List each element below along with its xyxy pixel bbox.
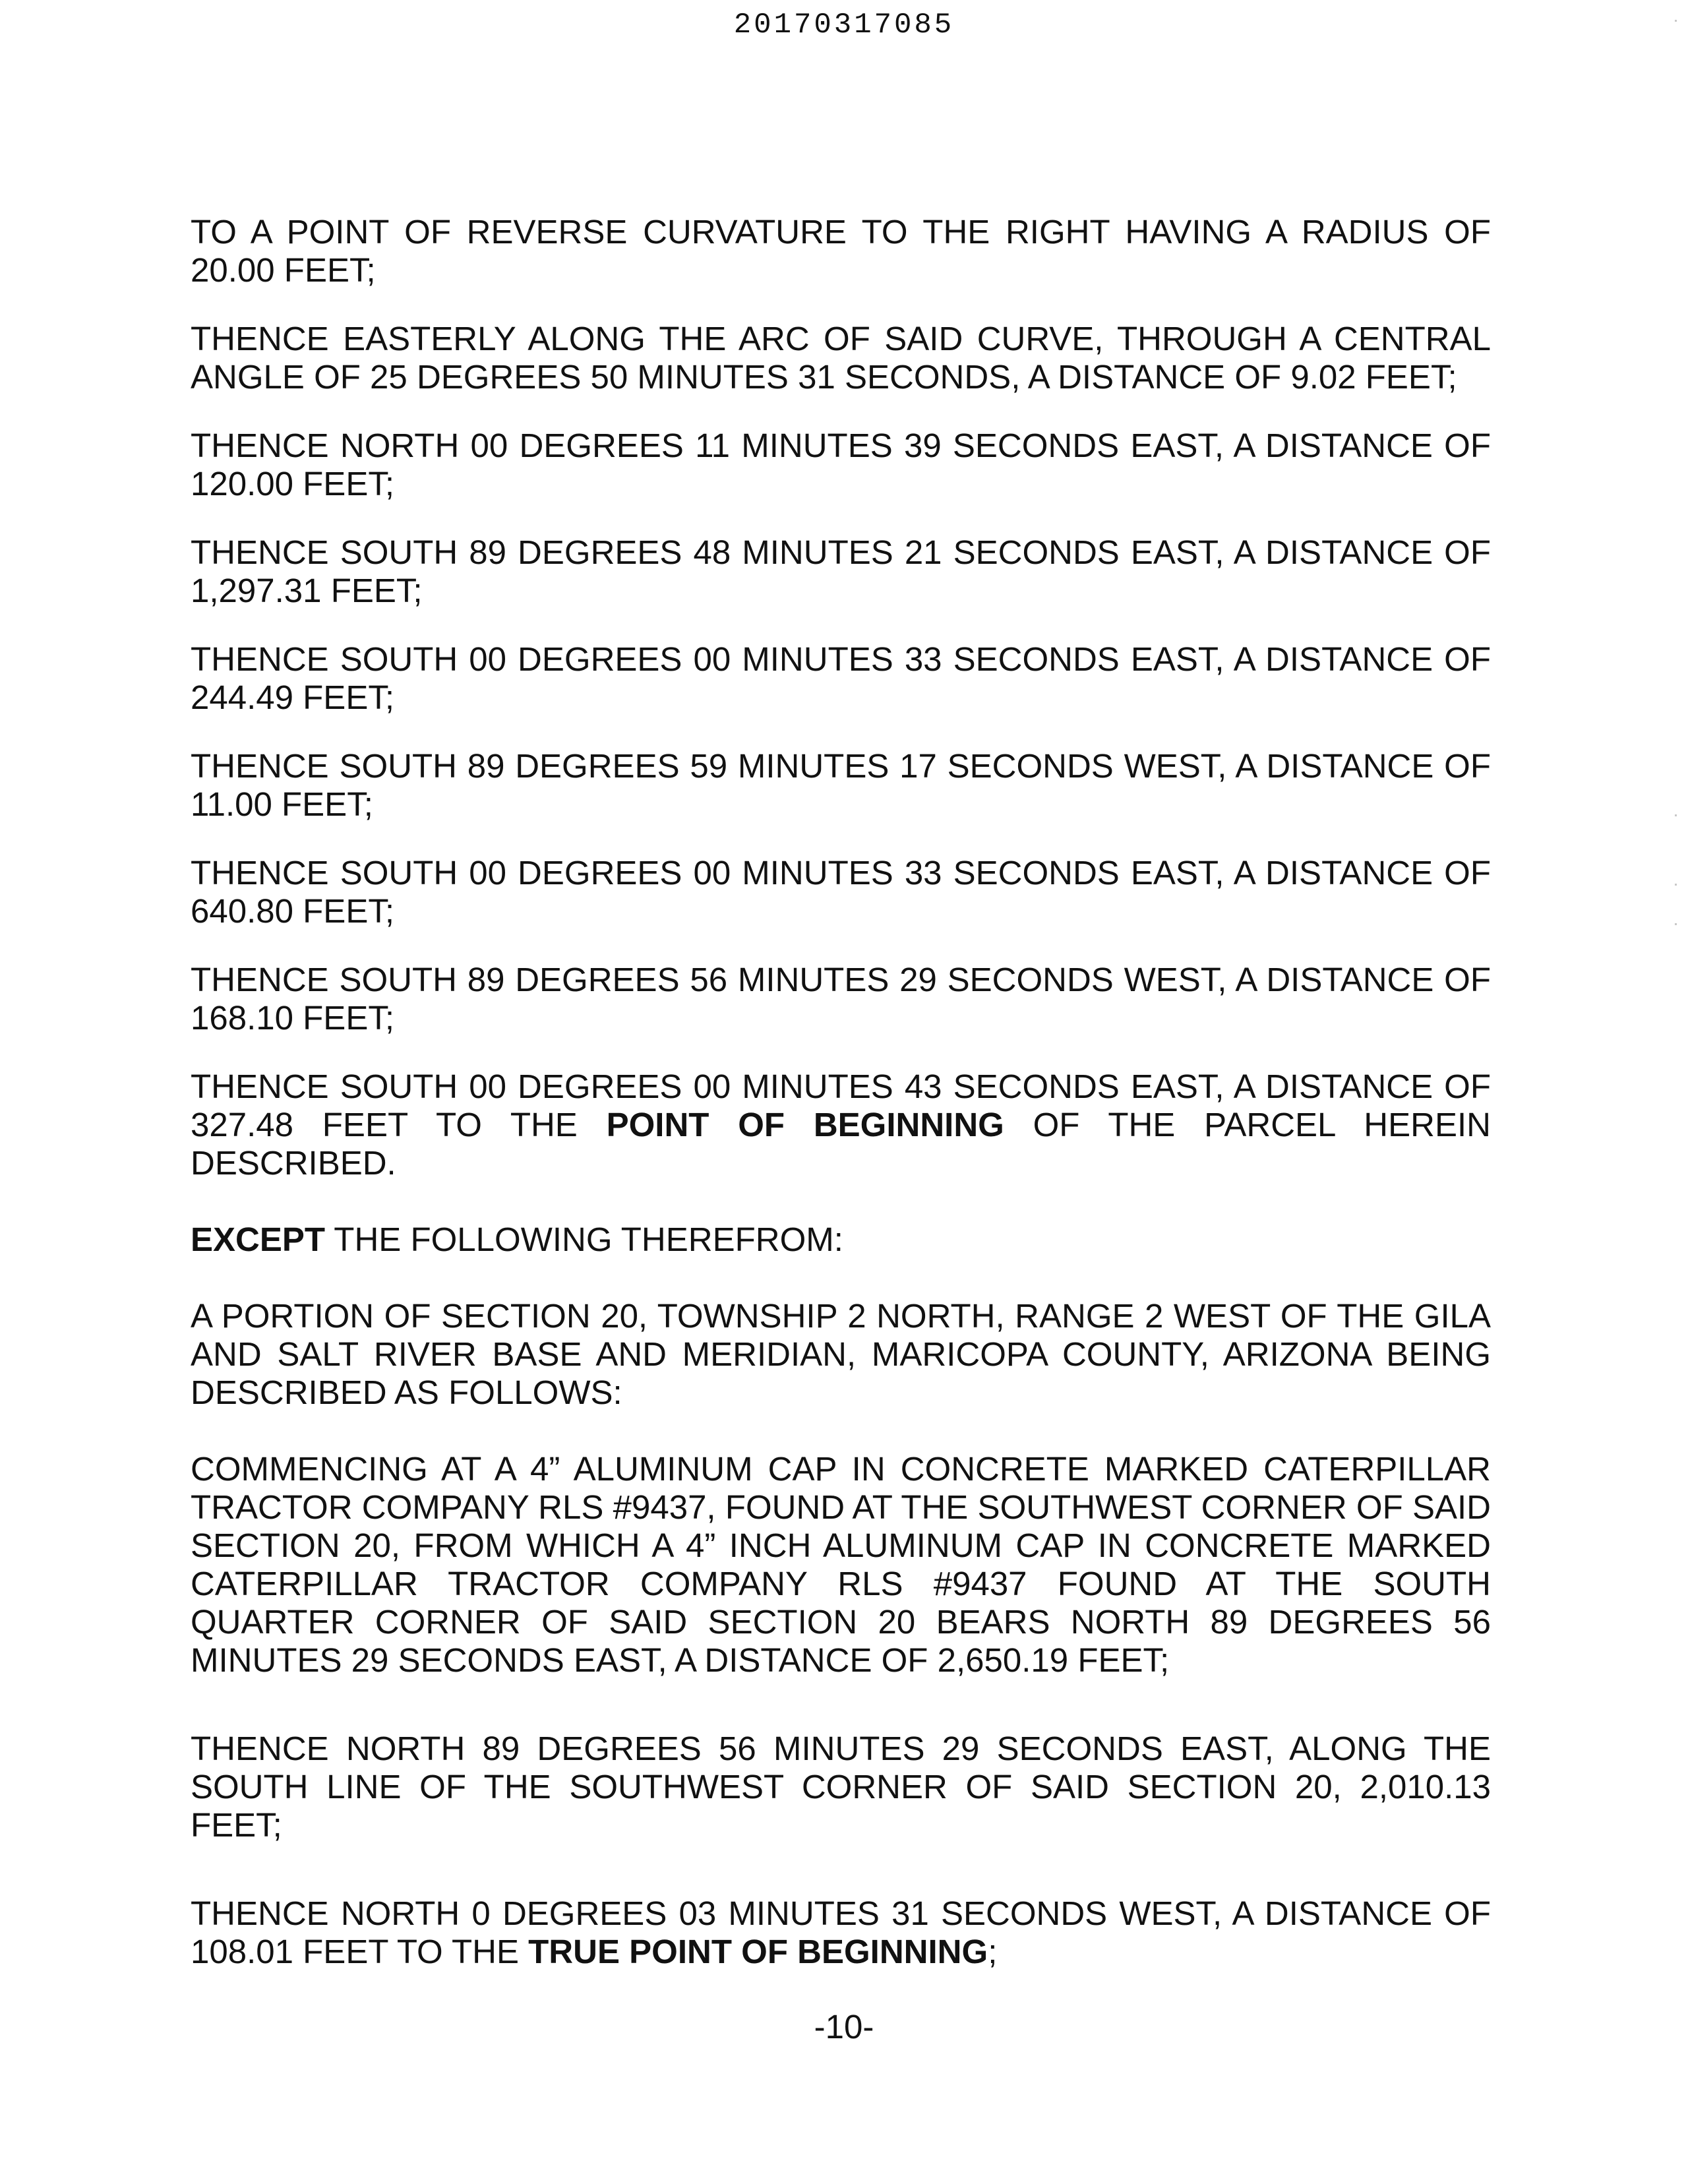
scan-edge-mark <box>1675 20 1677 22</box>
paragraph-south-1297: THENCE SOUTH 89 DEGREES 48 MINUTES 21 SECONDS EAST, A DISTANCE OF 1,297.31 FEET; <box>191 533 1491 609</box>
paragraph-arc-easterly: THENCE EASTERLY ALONG THE ARC OF SAID CURVE, THROUGH A CENTRAL ANGLE OF 25 DEGREES 50 MINUTES 31 SECONDS, A DISTANCE OF 9.02 FEET; <box>191 320 1491 396</box>
legal-description <box>191 213 1491 1971</box>
scan-edge-mark <box>1675 923 1677 925</box>
paragraph-text: ; <box>988 1933 998 1970</box>
paragraph-commencing: COMMENCING AT A 4” ALUMINUM CAP IN CONCRETE MARKED CATERPILLAR TRACTOR COMPANY RLS #9437, FOUND AT THE SOUTHWEST CORNER OF SAID SECTION 20, FROM WHICH A 4” INCH ALUMINUM CAP IN CONCRETE MARKED CATERPILLAR TRACTOR COMPANY RLS #9437 FOUND AT THE SOUTH QUARTER CORNER OF SAID SECTION 20 BEARS NORTH 89 DEGREES 56 MINUTES 29 SECONDS EAST, A DISTANCE OF 2,650.19 FEET; <box>191 1450 1491 1679</box>
paragraph-north-2010: THENCE NORTH 89 DEGREES 56 MINUTES 29 SECONDS EAST, ALONG THE SOUTH LINE OF THE SOUTHWEST CORNER OF SAID SECTION 20, 2,010.13 FEET; <box>191 1730 1491 1844</box>
paragraph-text: THENCE NORTH 0 DEGREES 03 MINUTES 31 SECONDS WEST, A DISTANCE OF 108.01 FEET TO THE <box>191 1895 1491 1970</box>
paragraph-text: OF THE PARCEL HEREIN DESCRIBED. <box>191 1106 1491 1182</box>
document-number: 20170317085 <box>733 9 955 42</box>
paragraph-except <box>191 1221 1491 1259</box>
bold-term: EXCEPT <box>191 1221 326 1258</box>
paragraph-text: THE FOLLOWING THEREFROM: <box>325 1221 843 1258</box>
bold-term: POINT OF BEGINNING <box>606 1106 1004 1143</box>
bold-term: TRUE POINT OF BEGINNING <box>528 1933 988 1970</box>
paragraph-south-west-11: THENCE SOUTH 89 DEGREES 59 MINUTES 17 SECONDS WEST, A DISTANCE OF 11.00 FEET; <box>191 747 1491 823</box>
scan-edge-mark <box>1675 814 1677 816</box>
paragraph-point-of-beginning <box>191 1068 1491 1182</box>
scan-edge-mark <box>1675 884 1677 886</box>
paragraph-north-120: THENCE NORTH 00 DEGREES 11 MINUTES 39 SECONDS EAST, A DISTANCE OF 120.00 FEET; <box>191 427 1491 502</box>
paragraph-portion-of-section: A PORTION OF SECTION 20, TOWNSHIP 2 NORTH, RANGE 2 WEST OF THE GILA AND SALT RIVER BASE AND MERIDIAN, MARICOPA COUNTY, ARIZONA BEING DESCRIBED AS FOLLOWS: <box>191 1297 1491 1411</box>
paragraph-text: THENCE SOUTH 00 DEGREES 00 MINUTES 43 SECONDS EAST, A DISTANCE OF 327.48 FEET TO THE <box>191 1068 1491 1143</box>
paragraph-reverse-curvature: TO A POINT OF REVERSE CURVATURE TO THE RIGHT HAVING A RADIUS OF 20.00 FEET; <box>191 213 1491 289</box>
paragraph-south-640: THENCE SOUTH 00 DEGREES 00 MINUTES 33 SECONDS EAST, A DISTANCE OF 640.80 FEET; <box>191 854 1491 930</box>
paragraph-south-244: THENCE SOUTH 00 DEGREES 00 MINUTES 33 SECONDS EAST, A DISTANCE OF 244.49 FEET; <box>191 640 1491 716</box>
page-number: -10- <box>814 2008 874 2046</box>
paragraph-true-point-of-beginning <box>191 1895 1491 1971</box>
paragraph-south-west-168: THENCE SOUTH 89 DEGREES 56 MINUTES 29 SECONDS WEST, A DISTANCE OF 168.10 FEET; <box>191 961 1491 1037</box>
